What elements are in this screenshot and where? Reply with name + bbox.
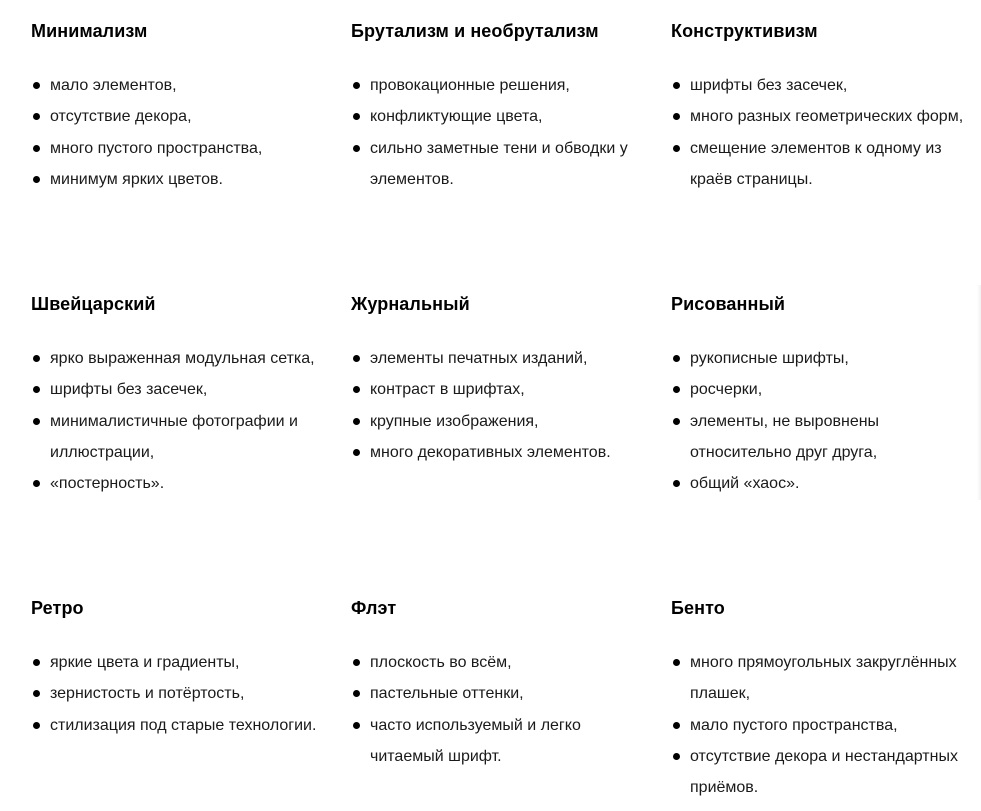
section-title: Конструктивизм (671, 21, 818, 41)
bullet-list (351, 343, 651, 468)
bullet-list (671, 70, 971, 195)
bullet-icon (33, 480, 40, 487)
section-title: Журнальный (351, 294, 470, 314)
section-title: Флэт (351, 598, 397, 618)
list-item (31, 468, 331, 499)
list-item-text: минимум ярких цветов. (50, 170, 223, 188)
bullet-icon (353, 355, 360, 362)
bullet-icon (33, 355, 40, 362)
bullet-icon (33, 176, 40, 183)
list-item (31, 133, 331, 164)
bullet-icon (673, 753, 680, 760)
list-item (351, 406, 651, 437)
bullet-list (31, 343, 331, 499)
list-item (671, 343, 971, 374)
list-item (351, 678, 651, 709)
bullet-icon (353, 113, 360, 120)
style-section-constructivism (671, 20, 971, 195)
list-item (31, 710, 331, 741)
list-item (31, 374, 331, 405)
bullet-icon (33, 722, 40, 729)
style-section-bento (671, 597, 971, 803)
list-item-text: минималистичные фотографии и иллюстрации, (50, 412, 298, 461)
style-section-minimalism (31, 20, 331, 195)
bullet-icon (33, 386, 40, 393)
list-item (671, 468, 971, 499)
bullet-icon (353, 386, 360, 393)
list-item-text: много декоративных элементов. (370, 443, 611, 461)
bullet-icon (353, 449, 360, 456)
bullet-icon (673, 82, 680, 89)
list-item (671, 741, 971, 804)
list-item (351, 70, 651, 101)
bullet-icon (673, 113, 680, 120)
list-item (31, 647, 331, 678)
bullet-list (351, 647, 651, 772)
list-item (31, 164, 331, 195)
bullet-icon (33, 690, 40, 697)
style-section-retro (31, 597, 331, 741)
section-title: Бенто (671, 598, 725, 618)
list-item-text: «постерность». (50, 475, 165, 493)
bullet-icon (673, 355, 680, 362)
bullet-list (31, 647, 331, 741)
bullet-icon (673, 722, 680, 729)
bullet-icon (33, 82, 40, 89)
section-title: Швейцарский (31, 294, 156, 314)
list-item-text: крупные изображения, (370, 412, 539, 430)
style-section-magazine (351, 293, 651, 468)
bullet-icon (353, 659, 360, 666)
list-item-text: конфликтующие цвета, (370, 108, 543, 126)
section-title: Рисованный (671, 294, 786, 314)
list-item-text: много пустого пространства, (50, 139, 263, 157)
list-item (671, 374, 971, 405)
style-section-brutalism (351, 20, 651, 195)
list-item-text: зернистость и потёртость, (50, 685, 245, 703)
list-item (671, 70, 971, 101)
bullet-icon (673, 659, 680, 666)
list-item (351, 374, 651, 405)
list-item (31, 343, 331, 374)
list-item-text: много прямоугольных закруглённых плашек, (690, 654, 957, 703)
list-item-text: рукописные шрифты, (690, 350, 849, 367)
list-item (351, 647, 651, 678)
list-item-text: часто используемый и легко читаемый шрифт. (370, 716, 581, 765)
list-item-text: провокационные решения, (370, 77, 570, 94)
bullet-list (31, 70, 331, 195)
list-item-text: отсутствие декора и нестандартных приёмов. (690, 747, 958, 797)
bullet-icon (353, 145, 360, 152)
list-item (351, 437, 651, 468)
bullet-list (351, 70, 651, 195)
list-item-text: мало элементов, (50, 77, 177, 94)
list-item (31, 406, 331, 469)
list-item-text: сильно заметные тени и обводки у элементов. (370, 139, 628, 188)
bullet-icon (353, 722, 360, 729)
list-item (351, 101, 651, 132)
list-item (671, 133, 971, 196)
bullet-icon (673, 386, 680, 393)
list-item-text: стилизация под старые технологии. (50, 716, 317, 734)
bullet-list (671, 343, 971, 499)
list-item-text: элементы, не выровнены относительно друг друга, (690, 412, 880, 461)
list-item-text: плоскость во всём, (370, 654, 512, 671)
list-item (31, 101, 331, 132)
list-item-text: пастельные оттенки, (370, 685, 524, 703)
section-title: Ретро (31, 598, 84, 618)
section-title: Минимализм (31, 21, 148, 41)
bullet-icon (353, 690, 360, 697)
bullet-list (671, 647, 971, 803)
list-item (31, 678, 331, 709)
list-item-text: шрифты без засечек, (690, 77, 848, 94)
list-item (671, 647, 971, 710)
list-item (671, 406, 971, 469)
bullet-icon (673, 145, 680, 152)
list-item (351, 343, 651, 374)
list-item (671, 710, 971, 741)
bullet-icon (353, 418, 360, 425)
list-item-text: шрифты без засечек, (50, 381, 208, 399)
bullet-icon (673, 418, 680, 425)
list-item-text: много разных геометрических форм, (690, 108, 964, 126)
list-item (351, 133, 651, 196)
bullet-icon (33, 418, 40, 425)
section-title: Брутализм и необрутализм (351, 21, 599, 41)
list-item-text: отсутствие декора, (50, 108, 192, 126)
list-item (351, 710, 651, 773)
list-item-text: общий «хаос». (690, 475, 800, 493)
bullet-icon (33, 145, 40, 152)
list-item-text: ярко выраженная модульная сетка, (50, 350, 315, 367)
bullet-icon (673, 480, 680, 487)
bullet-icon (33, 113, 40, 120)
list-item-text: контраст в шрифтах, (370, 381, 525, 399)
style-section-hand-drawn (671, 293, 971, 499)
list-item (31, 70, 331, 101)
bullet-icon (33, 659, 40, 666)
list-item-text: яркие цвета и градиенты, (50, 654, 240, 671)
list-item-text: росчерки, (690, 381, 763, 399)
scroll-edge-shadow (977, 285, 981, 500)
list-item (671, 101, 971, 132)
list-item-text: мало пустого пространства, (690, 716, 898, 734)
style-section-flat (351, 597, 651, 772)
list-item-text: элементы печатных изданий, (370, 350, 588, 367)
bullet-icon (353, 82, 360, 89)
list-item-text: смещение элементов к одному из краёв страницы. (690, 139, 942, 188)
style-section-swiss (31, 293, 331, 499)
